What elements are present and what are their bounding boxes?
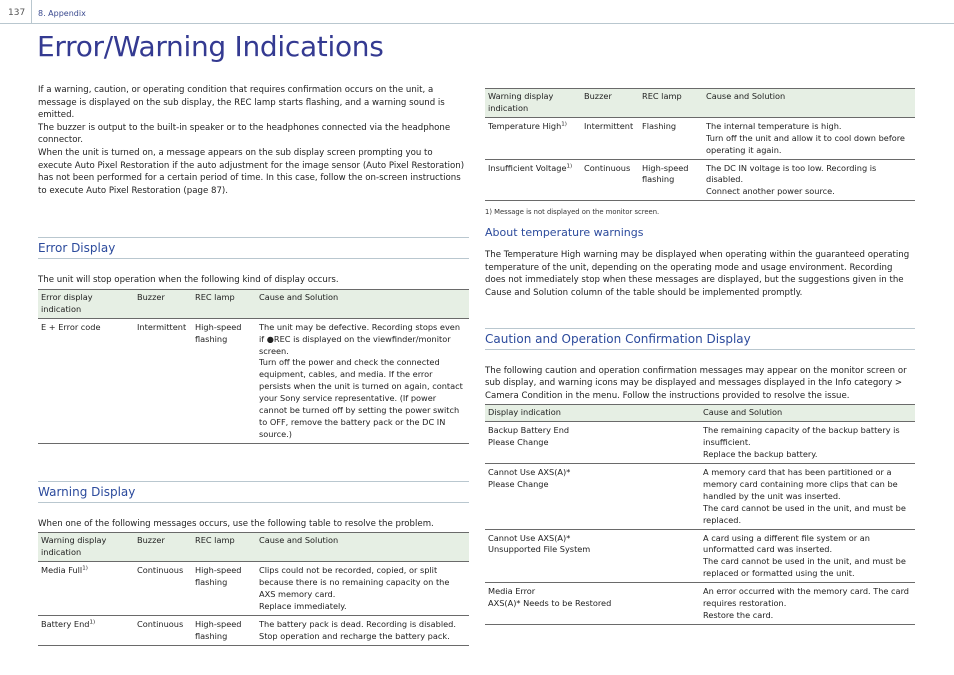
page-title: Error/Warning Indications <box>37 30 384 63</box>
buzzer-cell: Continuous <box>581 159 639 201</box>
table-row <box>485 422 915 464</box>
table-footnote: 1) Message is not displayed on the monitor screen. <box>485 208 660 217</box>
temperature-warnings-heading: About temperature warnings <box>485 226 644 240</box>
warning-display-table-right <box>485 88 915 201</box>
cause-cell: The DC IN voltage is too low. Recording is disabled. Connect another power source. <box>703 159 915 201</box>
cause-cell: A memory card that has been partitioned or a memory card containing more clips that can be handled by the unit was inserted. The card cannot be used in the unit, and must be replaced. <box>700 464 915 530</box>
table-row <box>485 159 915 201</box>
indication-cell <box>38 615 134 645</box>
column-header: Warning display indication <box>38 533 134 562</box>
cause-cell: The remaining capacity of the backup battery is insufficient. Replace the backup battery. <box>700 422 915 464</box>
column-header: Buzzer <box>134 289 192 318</box>
rec-lamp-cell: Flashing <box>639 117 703 159</box>
column-header: Buzzer <box>134 533 192 562</box>
table-row <box>485 583 915 625</box>
warning-display-table-left <box>38 532 469 645</box>
temperature-warnings-text: The Temperature High warning may be displayed when operating within the guaranteed operating temperature of the unit, depending on the operating mode and usage environment. Recording does not immediately stop when these messages are displayed, but the suggestions given in the Cause and Solution column of the table should be implemented promptly. <box>485 250 910 299</box>
indication-text: Insufficient Voltage <box>488 162 567 173</box>
column-header: Warning display indication <box>485 89 581 118</box>
warning-display-heading: Warning Display <box>38 481 469 503</box>
column-header: Cause and Solution <box>703 89 915 118</box>
indication-text: Temperature High <box>488 120 562 131</box>
column-header: Display indication <box>485 405 700 422</box>
rec-lamp-cell: High-speed flashing <box>192 318 256 443</box>
cause-cell: The battery pack is dead. Recording is disabled. Stop operation and recharge the battery pack. <box>256 615 469 645</box>
left-column <box>38 84 469 646</box>
indication-cell: Cannot Use AXS(A)* Unsupported File System <box>485 529 700 583</box>
cause-cell: The unit may be defective. Recording stops even if ●REC is displayed on the viewfinder/monitor screen. Turn off the power and check the connected equipment, cables, and media. If the error persists when the unit is turned on again, contact your Sony service representative. (If power cannot be turned off by setting the power switch to OFF, remove the battery pack or the DC IN source.) <box>256 318 469 443</box>
caution-display-heading: Caution and Operation Confirmation Display <box>485 328 915 350</box>
intro-paragraph-1: If a warning, caution, or operating condition that requires confirmation occurs on the unit, a message is displayed on the sub display, the REC lamp starts flashing, and a warning sound is emitted. <box>38 85 445 121</box>
page-header <box>0 0 954 24</box>
column-header: Cause and Solution <box>256 533 469 562</box>
column-header: REC lamp <box>192 289 256 318</box>
column-header: REC lamp <box>192 533 256 562</box>
intro-paragraph-3: When the unit is turned on, a message appears on the sub display screen prompting you to execute Auto Pixel Restoration if the auto adjustment for the image sensor (Auto Pixel Restoration) has not been performed for a certain period of time. In this case, follow the on-screen instructions to execute Auto Pixel Restoration (page 87). <box>38 147 465 196</box>
caution-display-description: The following caution and operation confirmation messages may appear on the monitor screen or sub display, and warning icons may be displayed and messages displayed in the Info category > Camera Condition in the menu. Follow the instructions provided to resolve the issue. <box>485 365 907 401</box>
intro-paragraph-2: The buzzer is output to the built-in speaker or to the headphones connected via the headphone connector. <box>38 122 451 146</box>
table-header-row <box>38 533 469 562</box>
table-row <box>38 615 469 645</box>
indication-cell: E + Error code <box>38 318 134 443</box>
column-header: Buzzer <box>581 89 639 118</box>
header-divider <box>31 0 32 24</box>
table-header-row <box>38 289 469 318</box>
rec-lamp-cell: High-speed flashing <box>192 562 256 616</box>
caution-display-table <box>485 404 915 625</box>
cause-cell: The internal temperature is high. Turn off the unit and allow it to cool down before operating it again. <box>703 117 915 159</box>
column-header: REC lamp <box>639 89 703 118</box>
table-row <box>38 318 469 443</box>
footnote-marker: 1) <box>561 121 567 128</box>
error-display-table <box>38 289 469 444</box>
rec-lamp-cell: High-speed flashing <box>639 159 703 201</box>
column-header: Cause and Solution <box>256 289 469 318</box>
buzzer-cell: Intermittent <box>581 117 639 159</box>
indication-text: Battery End <box>41 618 90 629</box>
breadcrumb-section: 8. Appendix <box>38 9 86 18</box>
rec-lamp-cell: High-speed flashing <box>192 615 256 645</box>
table-header-row <box>485 89 915 118</box>
table-row <box>485 464 915 530</box>
indication-cell: Backup Battery End Please Change <box>485 422 700 464</box>
footnote-marker: 1) <box>82 565 88 572</box>
indication-text: Media Full <box>41 565 83 576</box>
table-row <box>485 117 915 159</box>
error-display-heading: Error Display <box>38 237 469 259</box>
table-header-row <box>485 405 915 422</box>
indication-cell: Cannot Use AXS(A)* Please Change <box>485 464 700 530</box>
indication-cell <box>485 159 581 201</box>
error-display-description: The unit will stop operation when the following kind of display occurs. <box>38 275 339 286</box>
cause-cell: Clips could not be recorded, copied, or split because there is no remaining capacity on the AXS memory card. Replace immediately. <box>256 562 469 616</box>
indication-cell: Media Error AXS(A)* Needs to be Restored <box>485 583 700 625</box>
buzzer-cell: Intermittent <box>134 318 192 443</box>
indication-cell <box>485 117 581 159</box>
table-row <box>485 529 915 583</box>
table-row <box>38 562 469 616</box>
column-header: Error display indication <box>38 289 134 318</box>
right-column <box>485 88 915 625</box>
cause-cell: A card using a different file system or an unformatted card was inserted. The card cannot be used in the unit, and must be replaced or formatted using the unit. <box>700 529 915 583</box>
warning-display-description: When one of the following messages occurs, use the following table to resolve the problem. <box>38 518 434 529</box>
buzzer-cell: Continuous <box>134 562 192 616</box>
footnote-marker: 1) <box>566 162 573 169</box>
indication-cell <box>38 562 134 616</box>
footnote-marker: 1) <box>89 619 96 626</box>
page-number: 137 <box>8 8 26 18</box>
buzzer-cell: Continuous <box>134 615 192 645</box>
cause-cell: An error occurred with the memory card. The card requires restoration. Restore the card. <box>700 583 915 625</box>
column-header: Cause and Solution <box>700 405 915 422</box>
